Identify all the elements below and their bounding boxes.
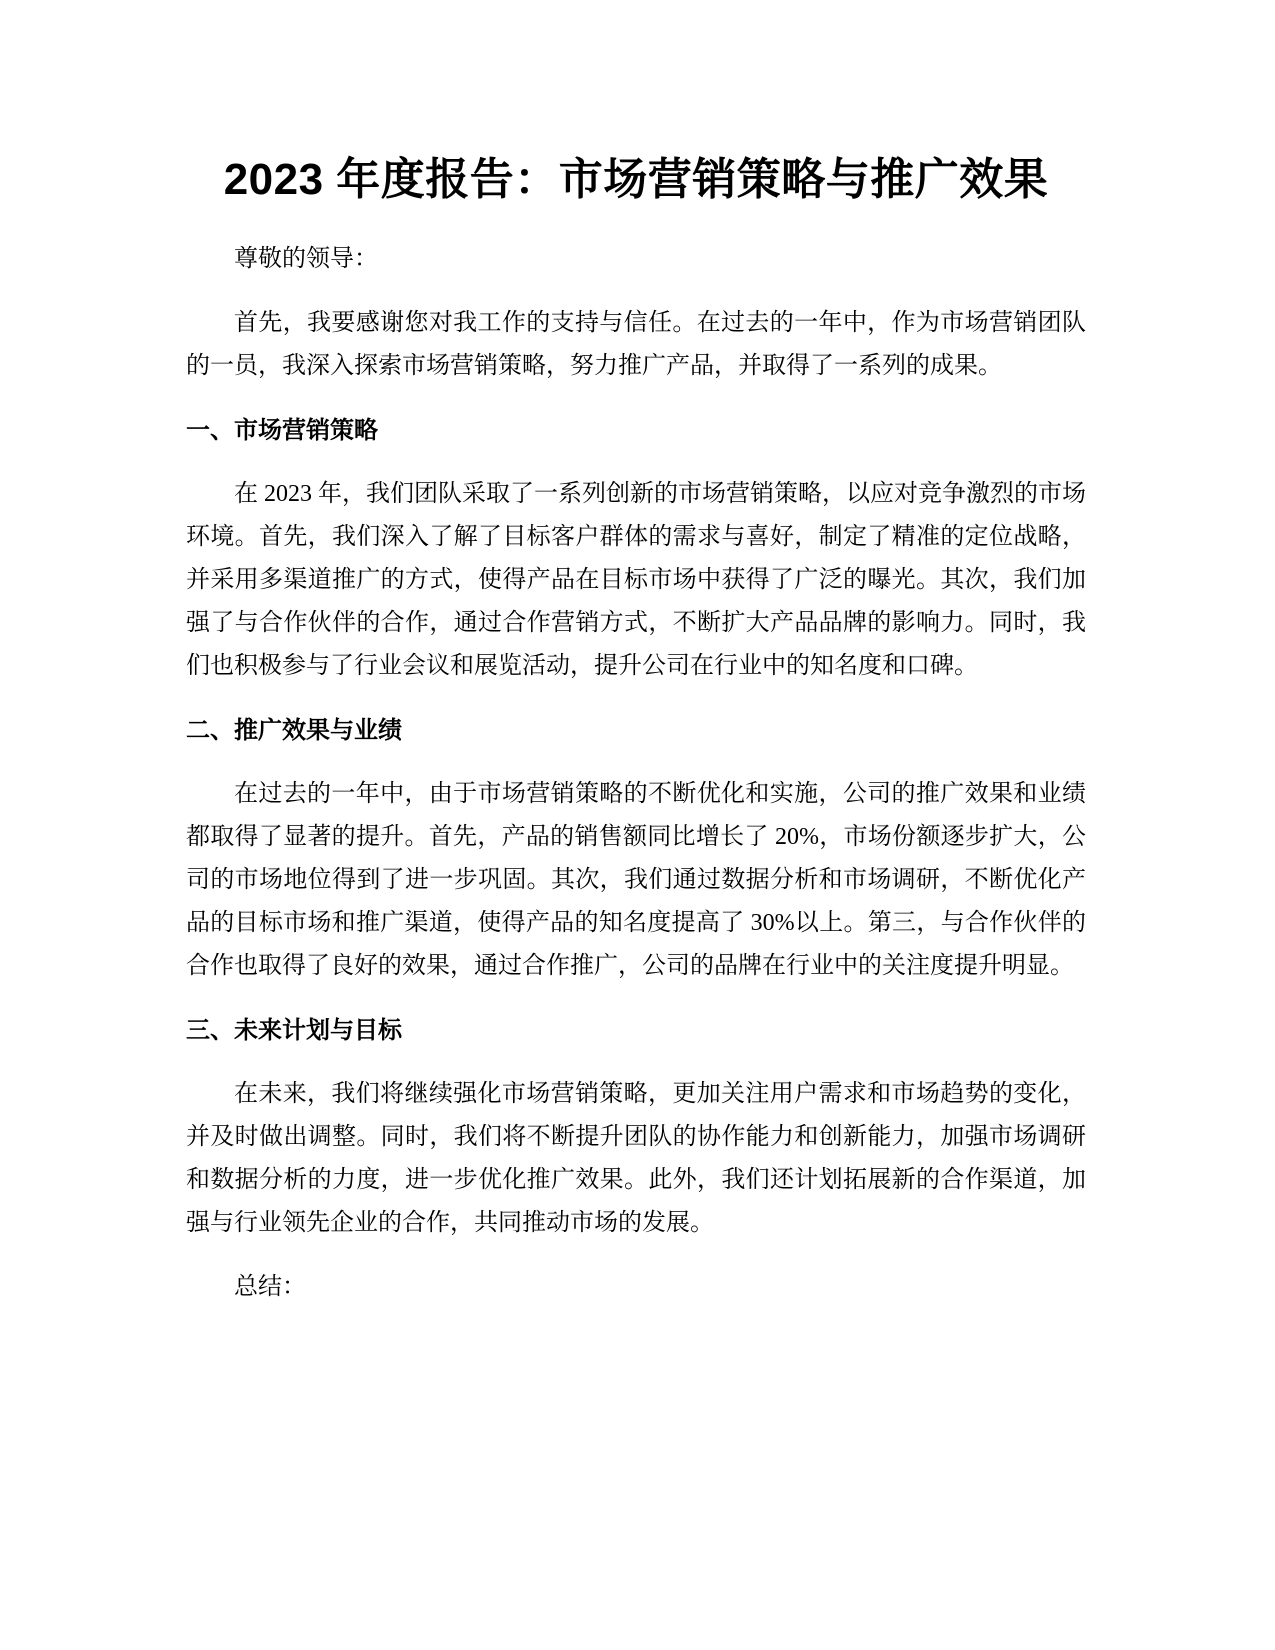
section-body-results: 在过去的一年中，由于市场营销策略的不断优化和实施，公司的推广效果和业绩都取得了显著的提升。首先，产品的销售额同比增长了 20%，市场份额逐步扩大，公司的市场地位得到了进一步巩固。其次，我们通过数据分析和市场调研，不断优化产品的目标市场和推广渠道，使得产品的知名度提高了 30%以上。第三，与合作伙伴的合作也取得了良好的效果，通过合作推广，公司的品牌在行业中的关注度提升明显。 <box>186 781 1086 979</box>
closing-label: 总结： <box>234 1274 306 1300</box>
section-heading-strategy: 一、市场营销策略 <box>186 417 378 444</box>
section-heading-future-plan: 三、未来计划与目标 <box>186 1017 402 1044</box>
intro-paragraph: 首先，我要感谢您对我工作的支持与信任。在过去的一年中，作为市场营销团队的一员，我深入探索市场营销策略，努力推广产品，并取得了一系列的成果。 <box>186 310 1086 379</box>
document-page <box>186 150 1086 1330</box>
section-body-future-plan: 在未来，我们将继续强化市场营销策略，更加关注用户需求和市场趋势的变化，并及时做出调整。同时，我们将不断提升团队的协作能力和创新能力，加强市场调研和数据分析的力度，进一步优化推广效果。此外，我们还计划拓展新的合作渠道，加强与行业领先企业的合作，共同推动市场的发展。 <box>186 1081 1086 1236</box>
salutation: 尊敬的领导： <box>234 246 378 272</box>
section-heading-results: 二、推广效果与业绩 <box>186 717 402 744</box>
document-title: 2023 年度报告：市场营销策略与推广效果 <box>223 155 1049 204</box>
section-body-strategy: 在 2023 年，我们团队采取了一系列创新的市场营销策略，以应对竞争激烈的市场环境。首先，我们深入了解了目标客户群体的需求与喜好，制定了精准的定位战略，并采用多渠道推广的方式，使得产品在目标市场中获得了广泛的曝光。其次，我们加强了与合作伙伴的合作，通过合作营销方式，不断扩大产品品牌的影响力。同时，我们也积极参与了行业会议和展览活动，提升公司在行业中的知名度和口碑。 <box>186 481 1086 679</box>
